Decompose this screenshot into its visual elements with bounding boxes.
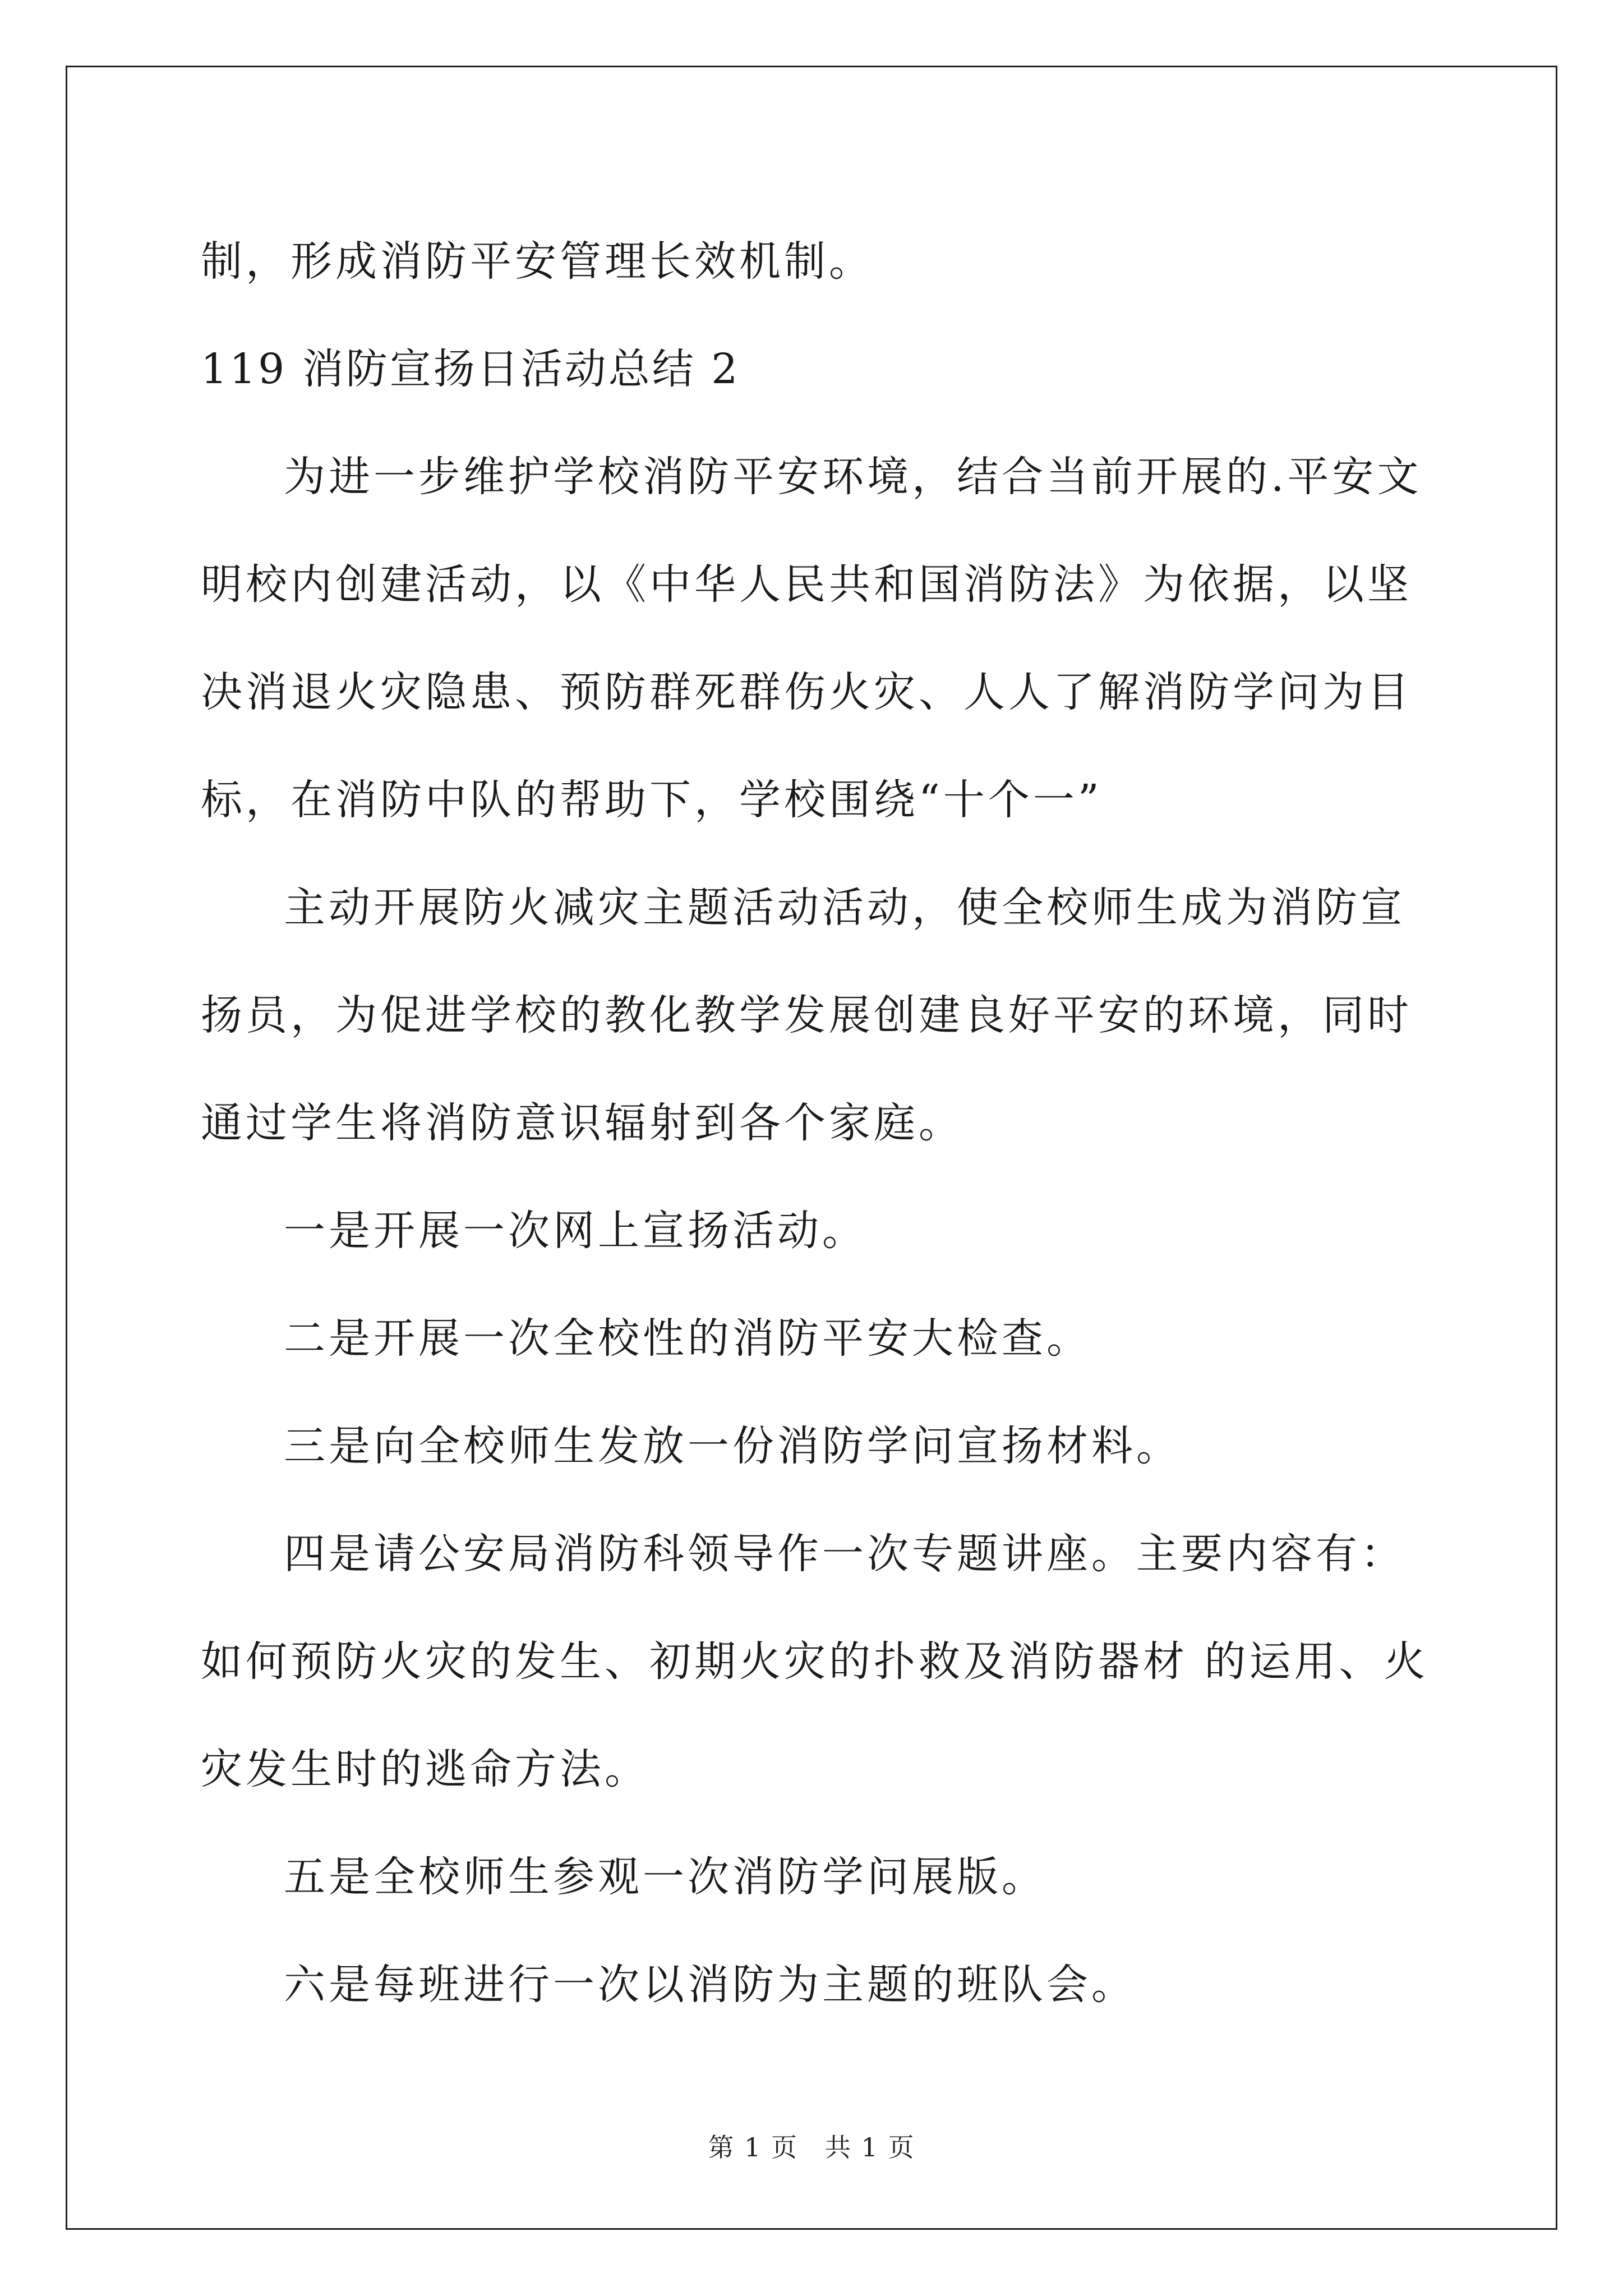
- document-body: [201, 208, 1435, 2039]
- paragraph-item-4: 四是请公安局消防科领导作一次专题讲座。主要内容有：如何预防火灾的发生、初期火灾的扑救及消防器材 的运用、火灾发生时的逃命方法。: [201, 1530, 1429, 1793]
- paragraph-item-6: 六是每班进行一次以消防为主题的班队会。: [284, 1961, 1136, 2009]
- continuation-line: 制，形成消防平安管理长效机制。: [201, 237, 874, 286]
- page-number: 第 1 页 共 1 页: [708, 2132, 915, 2162]
- paragraph-item-5: 五是全校师生参观一次消防学问展版。: [284, 1853, 1046, 1901]
- paragraph-item-3: 三是向全校师生发放一份消防学问宣扬材料。: [284, 1422, 1181, 1470]
- paragraph-intro: 为进一步维护学校消防平安环境，结合当前开展的.平安文明校内创建活动，以《中华人民共和国消防法》为依据，以坚决消退火灾隐患、预防群死群伤火灾、人人了解消防学问为目标，在消防中队的帮助下，学校围绕“十个一”: [201, 453, 1422, 824]
- paragraph-item-2: 二是开展一次全校性的消防平安大检查。: [284, 1314, 1091, 1363]
- paragraph-item-1: 一是开展一次网上宣扬活动。: [284, 1207, 867, 1255]
- paragraph-goal: 主动开展防火减灾主题活动活动，使全校师生成为消防宣扬员，为促进学校的教化教学发展创建良好平安的环境，同时通过学生将消防意识辐射到各个家庭。: [201, 884, 1412, 1147]
- section-heading: 119 消防宣扬日活动总结 2: [201, 345, 740, 393]
